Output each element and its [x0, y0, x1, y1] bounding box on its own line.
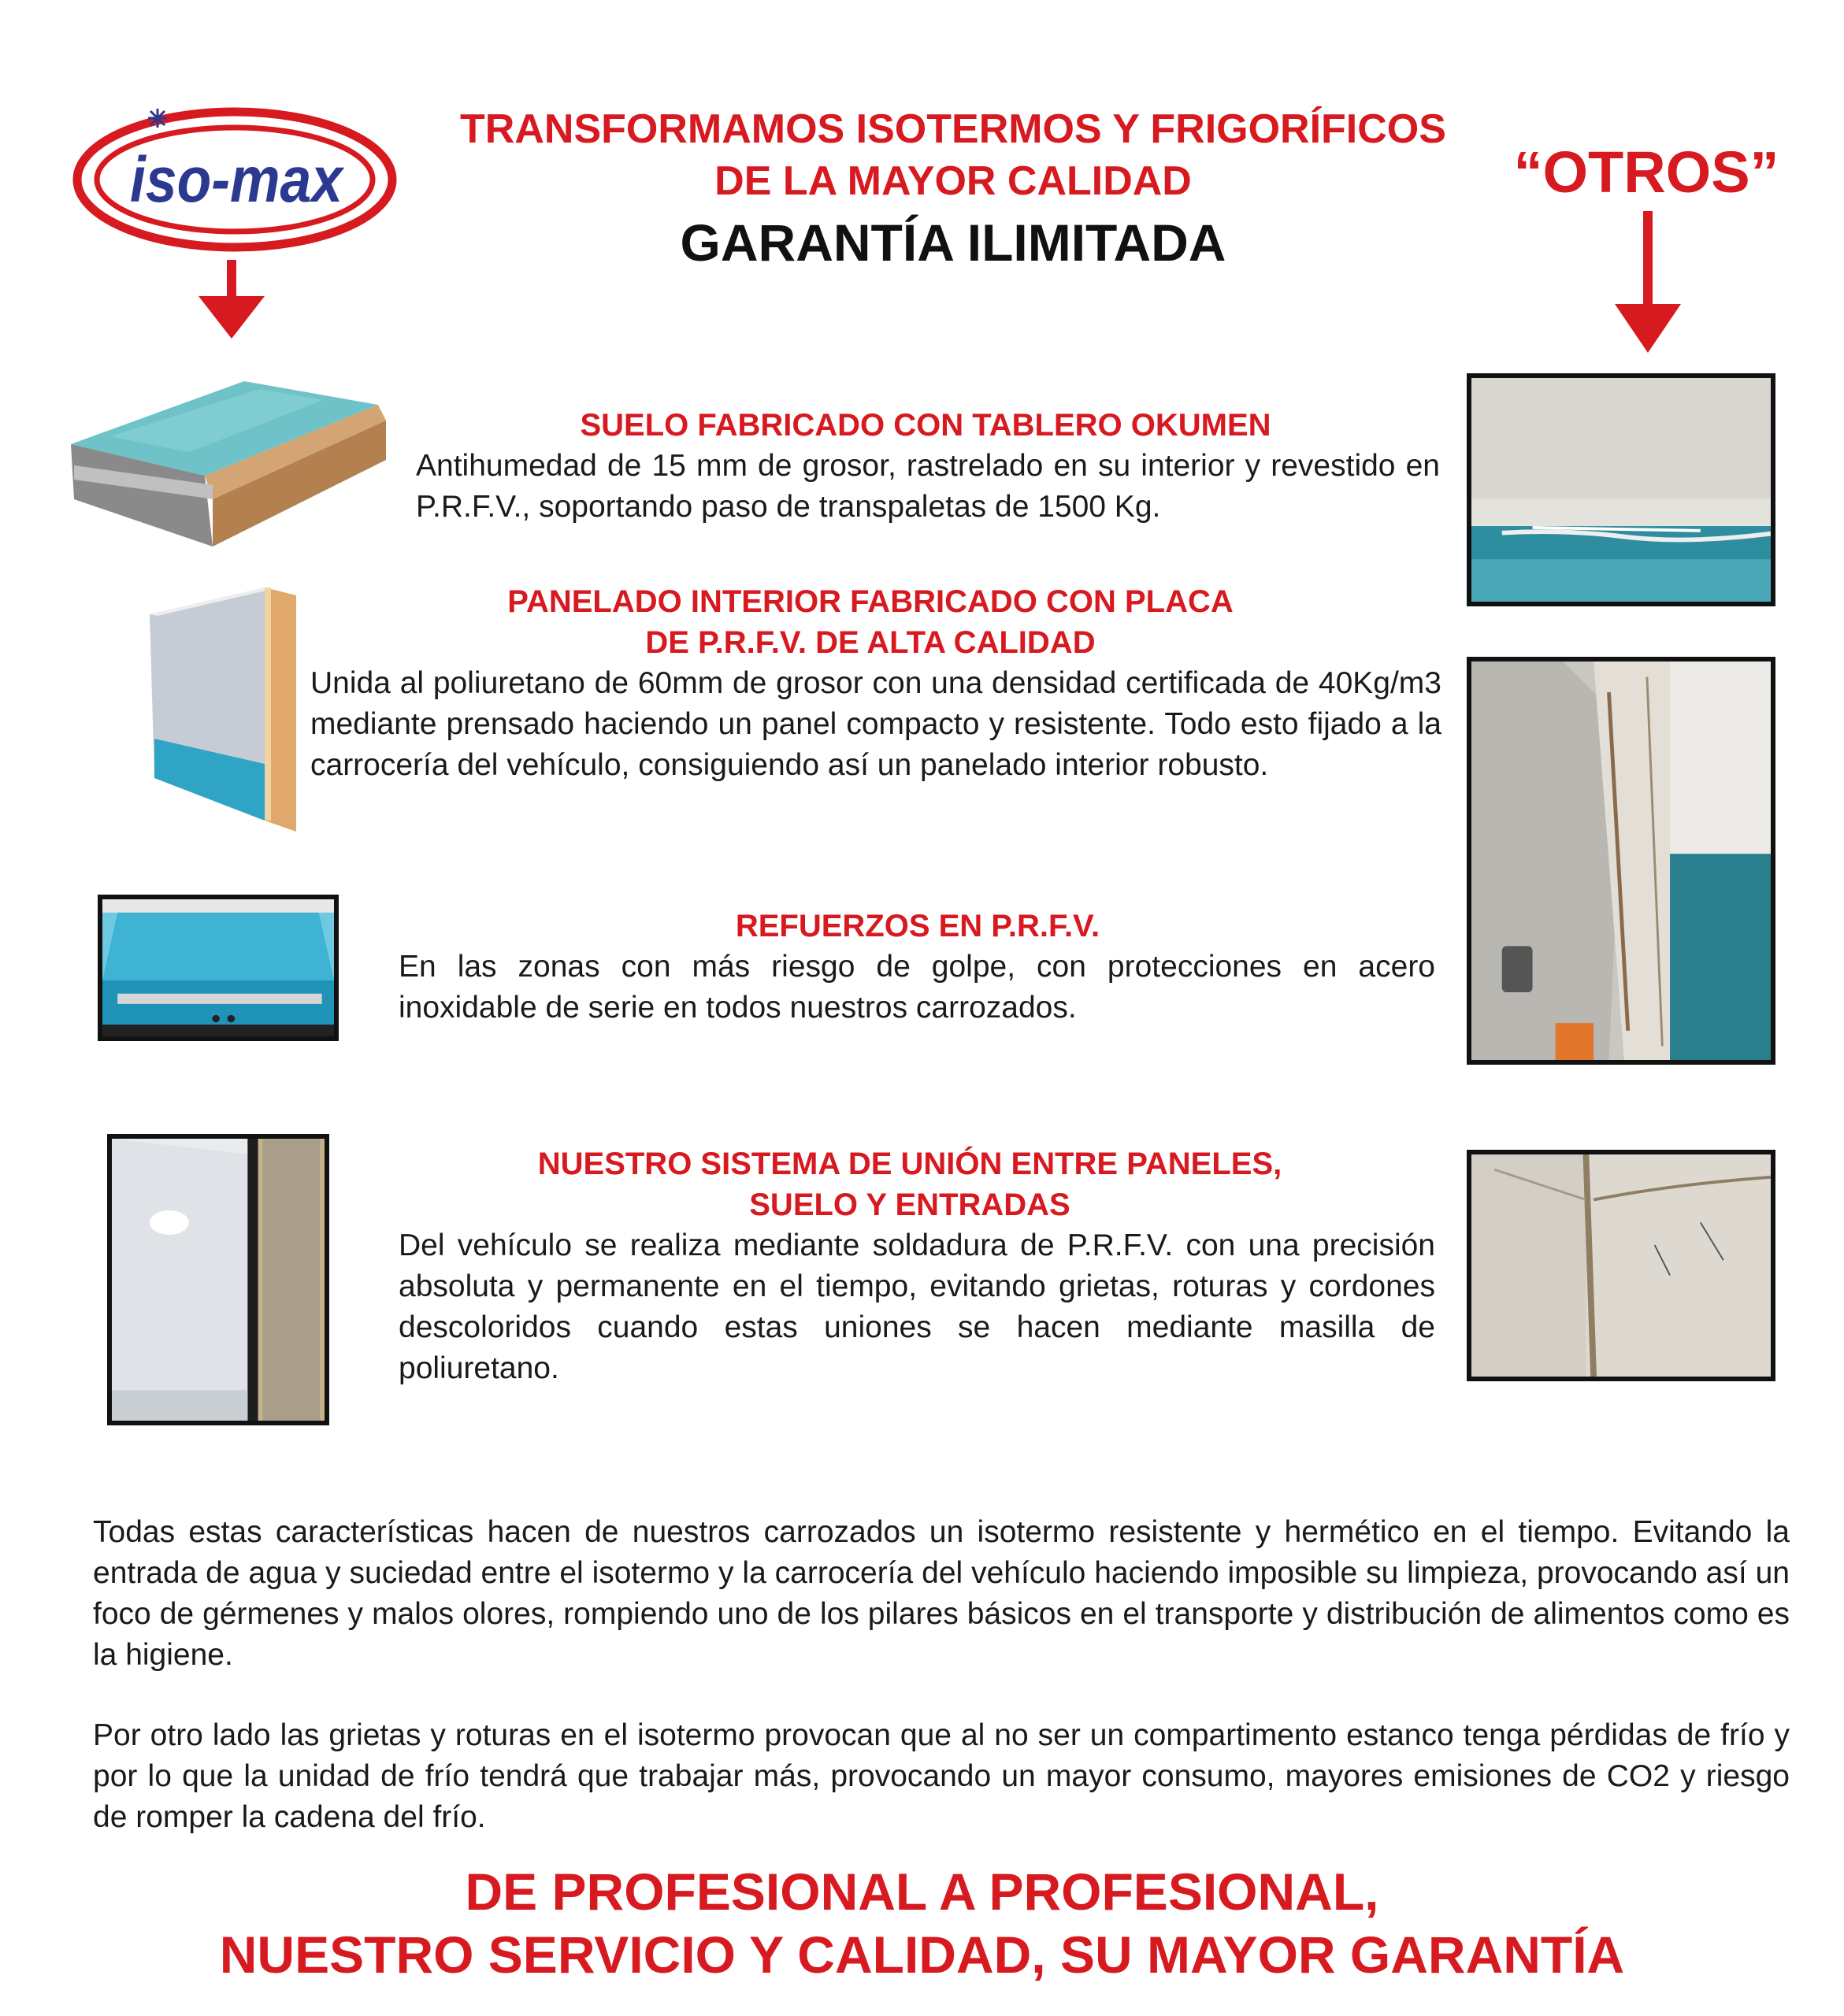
paragraph-hygiene: Todas estas características hacen de nuestros carrozados un isotermo resistente y hermético en el tiempo. Evitando la entrada de agua y suciedad entre el isotermo y la carrocería del vehículo haciendo imposible su limpieza, provocando así un foco de gérmenes y malos olores, rompiendo uno de los pilares básicos en el transporte y distribución de alimentos como es la higiene.: [93, 1515, 1790, 1672]
section-1-title: SUELO FABRICADO CON TABLERO OKUMEN: [580, 408, 1271, 443]
section-1-body: Antihumedad de 15 mm de grosor, rastrelado en su interior y revestido en P.R.F.V., soportando paso de transpaletas de 1500 Kg.: [416, 449, 1440, 524]
panel-sample-image: [147, 584, 312, 841]
section-3-title: REFUERZOS EN P.R.F.V.: [735, 909, 1100, 943]
paragraph-cold-chain: Por otro lado las grietas y roturas en el isotermo provocan que al no ser un compartimento estanco tenga pérdidas de frío y por lo que la unidad de frío tendrá que trabajar más, provocando un mayor consumo, mayores emisiones de CO2 y riesgo de romper la cadena del frío.: [93, 1718, 1790, 1834]
section-3-body: En las zonas con más riesgo de golpe, con protecciones en acero inoxidable de serie en todos nuestros carrozados.: [399, 950, 1435, 1025]
others-photo-cracked-joint: [1467, 1150, 1775, 1381]
floor-board-image: [63, 373, 394, 551]
reinforcement-interior-photo: [98, 895, 339, 1041]
section-4-body: Del vehículo se realiza mediante soldadura de P.R.F.V. con una precisión absoluta y permanente en el tiempo, evitando grietas, roturas y cordones descoloridos cuando estas uniones se hacen mediante masilla de poliuretano.: [399, 1228, 1435, 1385]
section-4-title-line-2: SUELO Y ENTRADAS: [749, 1188, 1070, 1222]
logo-text: iso-max: [130, 144, 345, 216]
section-2-title-line-2: DE P.R.F.V. DE ALTA CALIDAD: [645, 625, 1096, 660]
arrow-down-left-icon: [198, 260, 265, 339]
section-4-title-line-1: NUESTRO SISTEMA DE UNIÓN ENTRE PANELES,: [537, 1147, 1282, 1181]
footer-line-1: DE PROFESIONAL A PROFESIONAL,: [465, 1862, 1379, 1921]
header-guarantee: GARANTÍA ILIMITADA: [680, 213, 1226, 272]
arrow-down-right-icon: [1615, 211, 1681, 353]
joint-system-interior-photo: [107, 1134, 329, 1425]
section-2-body: Unida al poliuretano de 60mm de grosor con una densidad certificada de 40Kg/m3 mediante prensado haciendo un panel compacto y resistente. Todo esto fijado a la carrocería del vehículo, consiguiendo así un panelado interior robusto.: [310, 666, 1441, 782]
others-photo-corner-damage: [1467, 657, 1775, 1065]
section-2-title-line-1: PANELADO INTERIOR FABRICADO CON PLACA: [507, 584, 1234, 619]
others-label: “OTROS”: [1513, 139, 1779, 205]
others-photo-floor-gap: [1467, 373, 1775, 606]
header-line-1: TRANSFORMAMOS ISOTERMOS Y FRIGORÍFICOS: [460, 106, 1446, 152]
header-line-2: DE LA MAYOR CALIDAD: [714, 158, 1192, 204]
footer-line-2: NUESTRO SERVICIO Y CALIDAD, SU MAYOR GARANTÍA: [219, 1925, 1625, 1984]
